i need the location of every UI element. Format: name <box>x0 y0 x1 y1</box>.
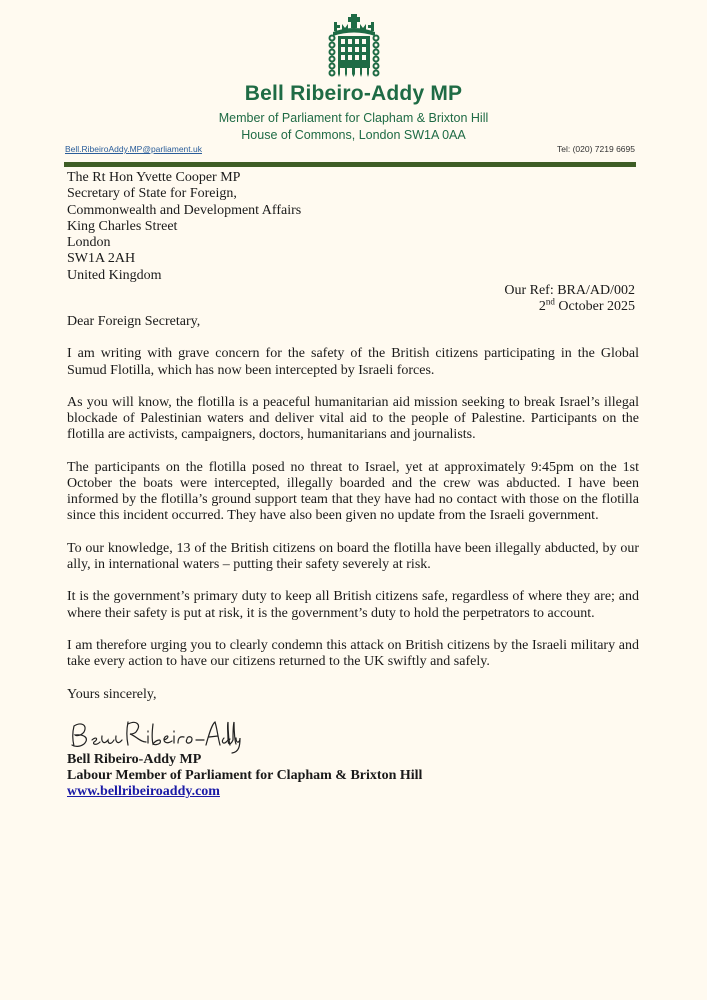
date-month-year: October 2025 <box>554 299 635 314</box>
telephone-number: Tel: (020) 7219 6695 <box>557 144 635 154</box>
reference-block <box>504 283 635 315</box>
portcullis-icon <box>328 14 380 80</box>
website-link[interactable]: www.bellribeiroaddy.com <box>67 784 220 799</box>
date-suffix: nd <box>545 296 555 307</box>
recipient-address <box>67 170 301 284</box>
signer-title: Labour Member of Parliament for Clapham & Brixton Hill <box>67 768 423 783</box>
handwritten-signature <box>66 712 241 754</box>
salutation: Dear Foreign Secretary, <box>67 314 201 329</box>
paragraph: It is the government’s primary duty to keep all British citizens safe, regardless of where they are; and where their safety is put at risk, it is the government’s duty to hold the perpetrators to account. <box>67 589 639 621</box>
closing: Yours sincerely, <box>67 687 157 702</box>
recipient-line: London <box>67 235 111 251</box>
recipient-line: Secretary of State for Foreign, <box>67 186 237 202</box>
recipient-line: United Kingdom <box>67 267 162 283</box>
paragraph: I am writing with grave concern for the safety of the British citizens participating in the Global Sumud Flotilla, which has now been intercepted by Israeli forces. <box>67 346 639 378</box>
office-address-line: House of Commons, London SW1A 0AA <box>241 128 466 142</box>
date-day: 2 <box>538 299 546 314</box>
mp-name-heading: Bell Ribeiro-Addy MP <box>244 82 463 105</box>
constituency-line: Member of Parliament for Clapham & Brixton Hill <box>218 111 489 125</box>
paragraph: I am therefore urging you to clearly condemn this attack on British citizens by the Israeli military and take every action to have our citizens returned to the UK swiftly and safely. <box>67 637 639 670</box>
recipient-line: King Charles Street <box>67 218 178 234</box>
signer-name: Bell Ribeiro-Addy MP <box>67 752 202 767</box>
our-reference: Our Ref: BRA/AD/002 <box>504 283 635 298</box>
recipient-line: Commonwealth and Development Affairs <box>67 202 302 218</box>
paragraph: The participants on the flotilla posed no threat to Israel, yet at approximately 9:45pm on the 1st October the boats were intercepted, illegally boarded and the crew was abducted. I have been informed by the flotilla’s ground support team that they have had no contact with those on the flotilla since this incident occurred. They have also been given no update from the Israeli government. <box>67 459 639 524</box>
signature-block <box>67 752 422 800</box>
recipient-line: The Rt Hon Yvette Cooper MP <box>67 170 241 185</box>
paragraph: To our knowledge, 13 of the British citizens on board the flotilla have been illegally abducted, by our ally, in international waters – putting their safety severely at risk. <box>67 540 639 572</box>
paragraph: As you will know, the flotilla is a peaceful humanitarian aid mission seeking to break Israel’s illegal blockade of Palestinian waters and deliver vital aid to the people of Palestine. Participants on the flotilla are activists, campaigners, doctors, humanitarians and journalists. <box>67 394 639 443</box>
letter-date <box>504 296 635 315</box>
email-link[interactable]: Bell.RibeiroAddy.MP@parliament.uk <box>65 144 202 154</box>
recipient-line: SW1A 2AH <box>67 251 136 267</box>
letter-body <box>67 314 639 687</box>
header-divider <box>64 162 636 167</box>
